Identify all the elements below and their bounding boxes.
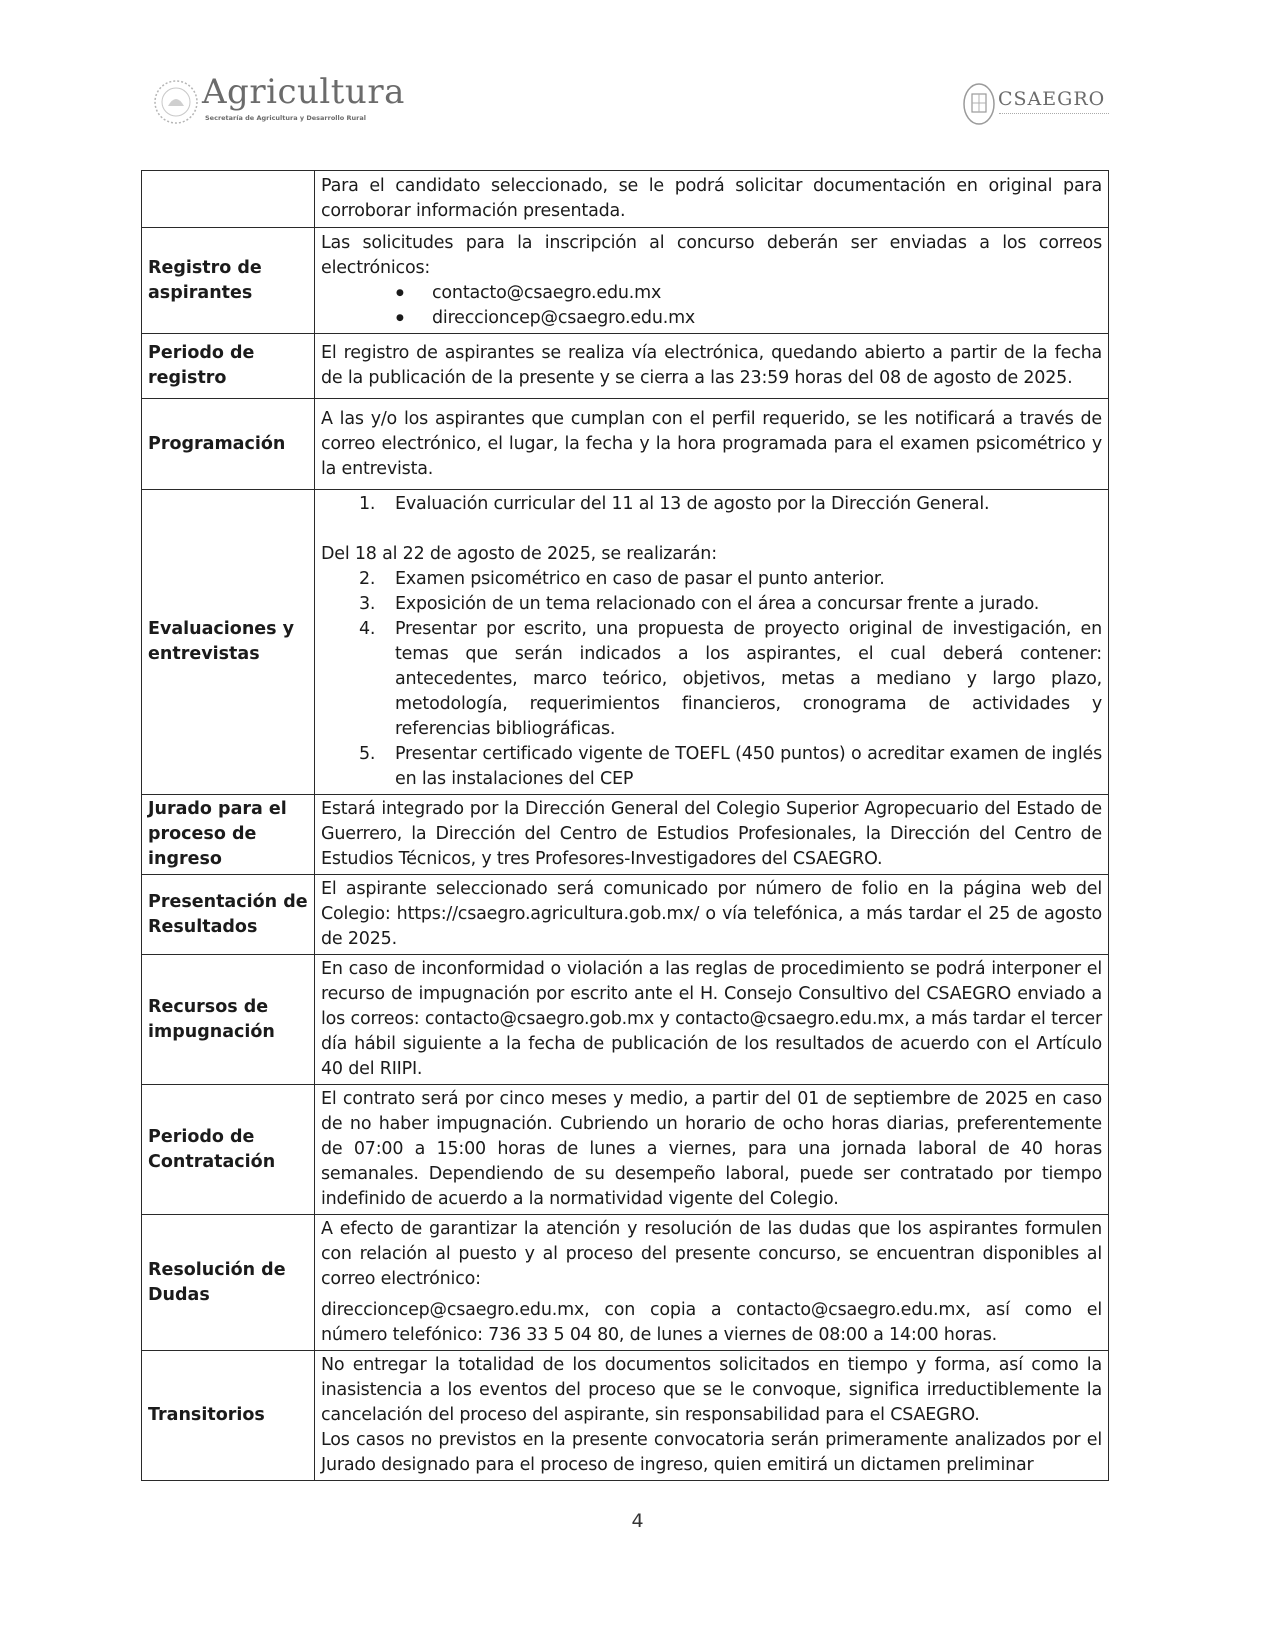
list-item xyxy=(321,742,1102,792)
item-text: Examen psicométrico en caso de pasar el punto anterior. xyxy=(395,569,885,589)
row-label xyxy=(142,171,315,228)
item-number: 4. xyxy=(359,619,376,639)
table-row xyxy=(142,399,1109,490)
row-text: Los casos no previstos en la presente convocatoria serán primeramente analizados por el Jurado designado para el proceso de ingreso, quien emitirá un dictamen preliminar xyxy=(321,1430,1102,1475)
email-list xyxy=(321,281,1102,331)
table-row xyxy=(142,1351,1109,1481)
list-item xyxy=(321,567,1102,592)
row-text: No entregar la totalidad de los documentos solicitados en tiempo y forma, así como la inasistencia a los eventos del proceso que se le convoque, significa irreductiblemente la cancelación del proceso del aspirante, sin responsabilidad para el CSAEGRO. xyxy=(321,1355,1102,1425)
item-number: 3. xyxy=(359,594,376,614)
item-text: Evaluación curricular del 11 al 13 de agosto por la Dirección General. xyxy=(395,494,990,514)
table-row xyxy=(142,1215,1109,1351)
row-label: Jurado para el proceso de ingreso xyxy=(142,795,315,875)
row-label: Presentación de Resultados xyxy=(142,875,315,955)
row-content xyxy=(315,490,1109,795)
table-row xyxy=(142,228,1109,334)
row-label: Evaluaciones y entrevistas xyxy=(142,490,315,795)
row-text: El registro de aspirantes se realiza vía electrónica, quedando abierto a partir de la fecha de la publicación de la presente y se cierra a las 23:59 horas del 08 de agosto de 2025. xyxy=(315,334,1109,399)
brand-title: Agricultura xyxy=(202,72,405,112)
item-text: Presentar por escrito, una propuesta de proyecto original de investigación, en temas que serán indicados a los aspirantes, el cual deberá contener: antecedentes, marco teórico, objetivos, metas a mediano y largo plazo, metodología, requerimientos financieros, cronograma de actividades y referencias bibliográficas. xyxy=(395,619,1102,739)
email-item: ● contacto@csaegro.edu.mx xyxy=(396,281,1102,306)
table-row xyxy=(142,171,1109,228)
row-label: Resolución de Dudas xyxy=(142,1215,315,1351)
table-row xyxy=(142,334,1109,399)
item-number: 2. xyxy=(359,569,376,589)
page-number: 4 xyxy=(631,1510,644,1532)
row-content xyxy=(315,228,1109,334)
row-text: A las y/o los aspirantes que cumplan con el perfil requerido, se les notificará a través de correo electrónico, el lugar, la fecha y la hora programada para el examen psicométrico y la entrevista. xyxy=(315,399,1109,490)
row-content xyxy=(315,1215,1109,1351)
row-text: Las solicitudes para la inscripción al concurso deberán ser enviadas a los correos electrónicos: xyxy=(321,232,1102,278)
csaegro-logo xyxy=(962,82,1122,130)
convocatoria-table xyxy=(141,170,1109,1481)
list-item xyxy=(321,592,1102,617)
row-text: Para el candidato seleccionado, se le podrá solicitar documentación en original para corroborar información presentada. xyxy=(315,171,1109,228)
table-row xyxy=(142,490,1109,795)
brand-subtitle: Secretaría de Agricultura y Desarrollo Rural xyxy=(205,114,366,122)
row-label: Registro de aspirantes xyxy=(142,228,315,334)
row-text: El aspirante seleccionado será comunicado por número de folio en la página web del Colegio: https://csaegro.agricultura.gob.mx/ o vía telefónica, a más tardar el 25 de agosto de 2025. xyxy=(315,875,1109,955)
row-label: Periodo de registro xyxy=(142,334,315,399)
item-text: Presentar certificado vigente de TOEFL (450 puntos) o acreditar examen de inglés en las instalaciones del CEP xyxy=(395,744,1102,789)
row-text: A efecto de garantizar la atención y resolución de las dudas que los aspirantes formulen con relación al puesto y al proceso del presente concurso, se encuentran disponibles al correo electrónico: xyxy=(321,1219,1102,1289)
row-text: Estará integrado por la Dirección General del Colegio Superior Agropecuario del Estado de Guerrero, la Dirección del Centro de Estudios Profesionales, la Dirección del Centro de Estudios Técnicos, y tres Profesores-Investigadores del CSAEGRO. xyxy=(315,795,1109,875)
item-number: 1. xyxy=(359,494,376,514)
row-text: En caso de inconformidad o violación a las reglas de procedimiento se podrá interponer el recurso de impugnación por escrito ante el H. Consejo Consultivo del CSAEGRO enviado a los correos: contacto@csaegro.gob.mx y contacto@csaegro.edu.mx, a más tardar el tercer día hábil siguiente a la fecha de publicación de los resultados de acuerdo con el Artículo 40 del RIIPI. xyxy=(315,955,1109,1085)
row-label: Transitorios xyxy=(142,1351,315,1481)
table-row xyxy=(142,1085,1109,1215)
institution-tagline-line xyxy=(999,113,1109,119)
item-number: 5. xyxy=(359,744,376,764)
row-text: direccioncep@csaegro.edu.mx, con copia a contacto@csaegro.edu.mx, así como el número telefónico: 736 33 5 04 80, de lunes a viernes de 08:00 a 14:00 horas. xyxy=(321,1300,1102,1345)
list-item xyxy=(321,617,1102,742)
row-label: Periodo de Contratación xyxy=(142,1085,315,1215)
table-row xyxy=(142,955,1109,1085)
item-text: Exposición de un tema relacionado con el área a concursar frente a jurado. xyxy=(395,594,1040,614)
list-item xyxy=(321,492,1102,517)
csaegro-crest-icon xyxy=(962,82,996,126)
row-text: El contrato será por cinco meses y medio, a partir del 01 de septiembre de 2025 en caso de no haber impugnación. Cubriendo un horario de ocho horas diarias, preferentemente de 07:00 a 15:00 horas de lunes a viernes, para una jornada laboral de 40 horas semanales. Dependiendo de su desempeño laboral, puede ser contratado por tiempo indefinido de acuerdo a la normatividad vigente del Colegio. xyxy=(315,1085,1109,1215)
institution-name: CSAEGRO xyxy=(998,88,1106,110)
row-label: Programación xyxy=(142,399,315,490)
row-label: Recursos de impugnación xyxy=(142,955,315,1085)
mexico-seal-icon xyxy=(152,78,200,126)
agricultura-logo xyxy=(152,72,412,128)
table-row xyxy=(142,875,1109,955)
email-item: ● direccioncep@csaegro.edu.mx xyxy=(396,306,1102,331)
row-content xyxy=(315,1351,1109,1481)
table-row xyxy=(142,795,1109,875)
row-intro: Del 18 al 22 de agosto de 2025, se realizarán: xyxy=(321,544,717,564)
